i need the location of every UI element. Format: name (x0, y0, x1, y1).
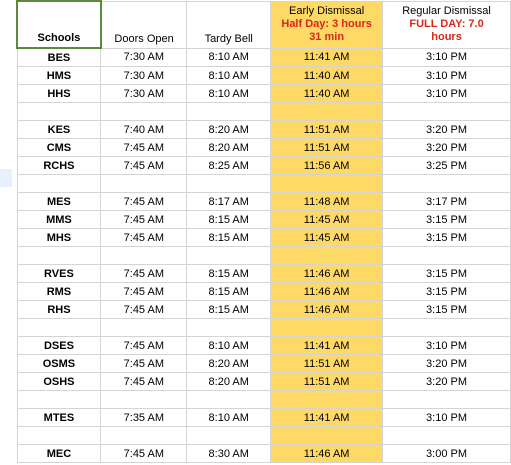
cell-doors[interactable]: 7:45 AM (101, 265, 187, 283)
cell-regular[interactable]: 3:10 PM (383, 409, 511, 427)
cell-tardy[interactable]: 8:15 AM (187, 301, 271, 319)
header-regular-hours: hours (431, 31, 462, 43)
cell-early[interactable]: 11:51 AM (271, 373, 383, 391)
cell-regular[interactable]: 3:15 PM (383, 211, 511, 229)
cell-school[interactable]: HHS (17, 85, 101, 103)
cell-doors[interactable] (101, 391, 187, 409)
header-doors-open[interactable] (101, 1, 187, 48)
cell-doors[interactable]: 7:30 AM (101, 48, 187, 67)
cell-doors[interactable]: 7:45 AM (101, 355, 187, 373)
header-schools[interactable] (17, 1, 101, 48)
cell-early[interactable] (271, 319, 383, 337)
table-row (17, 355, 511, 373)
cell-tardy[interactable]: 8:15 AM (187, 229, 271, 247)
cell-early[interactable]: 11:41 AM (271, 337, 383, 355)
cell-regular[interactable]: 3:15 PM (383, 265, 511, 283)
cell-doors[interactable]: 7:45 AM (101, 211, 187, 229)
cell-doors[interactable]: 7:45 AM (101, 445, 187, 463)
table-row (17, 337, 511, 355)
cell-school[interactable]: RHS (17, 301, 101, 319)
cell-school[interactable] (17, 427, 101, 445)
cell-doors[interactable]: 7:45 AM (101, 229, 187, 247)
blank-row (17, 391, 511, 409)
cell-doors[interactable]: 7:45 AM (101, 337, 187, 355)
cell-doors[interactable]: 7:45 AM (101, 283, 187, 301)
table-row (17, 67, 511, 85)
cell-school[interactable] (17, 103, 101, 121)
header-regular-full-day: FULL DAY: 7.0 (409, 18, 484, 30)
header-row (17, 1, 511, 48)
cell-early[interactable]: 11:51 AM (271, 121, 383, 139)
cell-doors[interactable]: 7:45 AM (101, 301, 187, 319)
cell-tardy[interactable]: 8:20 AM (187, 121, 271, 139)
blank-row (17, 103, 511, 121)
cell-school[interactable] (17, 247, 101, 265)
cell-school[interactable]: MHS (17, 229, 101, 247)
header-early-half-day: Half Day: 3 hours (281, 18, 372, 30)
cell-doors[interactable]: 7:30 AM (101, 67, 187, 85)
cell-tardy[interactable] (187, 103, 271, 121)
cell-early[interactable] (271, 175, 383, 193)
blank-row (17, 319, 511, 337)
cell-doors[interactable]: 7:45 AM (101, 373, 187, 391)
cell-regular[interactable]: 3:15 PM (383, 283, 511, 301)
cell-early[interactable]: 11:51 AM (271, 355, 383, 373)
cell-doors[interactable]: 7:45 AM (101, 139, 187, 157)
cell-doors[interactable]: 7:45 AM (101, 157, 187, 175)
cell-school[interactable]: RCHS (17, 157, 101, 175)
cell-tardy[interactable]: 8:10 AM (187, 48, 271, 67)
table-row (17, 373, 511, 391)
header-early-dismissal[interactable] (271, 1, 383, 48)
cell-early[interactable] (271, 247, 383, 265)
cell-regular[interactable]: 3:17 PM (383, 193, 511, 211)
cell-regular[interactable] (383, 427, 511, 445)
cell-regular[interactable] (383, 391, 511, 409)
table-row (17, 445, 511, 463)
row-gutter (0, 0, 16, 465)
cell-doors[interactable] (101, 175, 187, 193)
cell-early[interactable]: 11:46 AM (271, 283, 383, 301)
cell-school[interactable]: MTES (17, 409, 101, 427)
header-regular-title: Regular Dismissal (402, 5, 491, 17)
cell-regular[interactable]: 3:20 PM (383, 373, 511, 391)
cell-tardy[interactable]: 8:15 AM (187, 265, 271, 283)
selected-row-marker (0, 169, 12, 187)
cell-early[interactable]: 11:40 AM (271, 85, 383, 103)
table-row (17, 121, 511, 139)
table-row (17, 229, 511, 247)
table-row (17, 85, 511, 103)
cell-school[interactable]: RVES (17, 265, 101, 283)
cell-regular[interactable]: 3:00 PM (383, 445, 511, 463)
cell-regular[interactable]: 3:10 PM (383, 85, 511, 103)
cell-early[interactable]: 11:41 AM (271, 48, 383, 67)
table-row (17, 211, 511, 229)
cell-school[interactable]: MES (17, 193, 101, 211)
cell-tardy[interactable]: 8:10 AM (187, 67, 271, 85)
blank-row (17, 175, 511, 193)
cell-regular[interactable]: 3:10 PM (383, 67, 511, 85)
cell-early[interactable]: 11:51 AM (271, 139, 383, 157)
cell-early[interactable]: 11:45 AM (271, 229, 383, 247)
cell-school[interactable]: DSES (17, 337, 101, 355)
cell-doors[interactable]: 7:45 AM (101, 193, 187, 211)
cell-regular[interactable]: 3:10 PM (383, 48, 511, 67)
table-row (17, 193, 511, 211)
header-tardy-bell-label: Tardy Bell (204, 32, 253, 45)
header-early-minutes: 31 min (309, 31, 345, 43)
cell-regular[interactable]: 3:25 PM (383, 157, 511, 175)
cell-early[interactable]: 11:56 AM (271, 157, 383, 175)
cell-regular[interactable] (383, 247, 511, 265)
table-body (17, 48, 511, 463)
cell-tardy[interactable]: 8:10 AM (187, 85, 271, 103)
cell-tardy[interactable] (187, 175, 271, 193)
cell-tardy[interactable]: 8:20 AM (187, 355, 271, 373)
cell-early[interactable]: 11:48 AM (271, 193, 383, 211)
cell-tardy[interactable]: 8:10 AM (187, 409, 271, 427)
cell-tardy[interactable]: 8:20 AM (187, 373, 271, 391)
cell-regular[interactable]: 3:20 PM (383, 121, 511, 139)
cell-school[interactable]: MEC (17, 445, 101, 463)
cell-early[interactable]: 11:45 AM (271, 211, 383, 229)
cell-early[interactable] (271, 427, 383, 445)
cell-school[interactable] (17, 391, 101, 409)
cell-early[interactable]: 11:41 AM (271, 409, 383, 427)
cell-school[interactable]: HMS (17, 67, 101, 85)
header-tardy-bell[interactable] (187, 1, 271, 48)
cell-regular[interactable]: 3:20 PM (383, 139, 511, 157)
dismissal-schedule-table (16, 0, 511, 463)
cell-early[interactable] (271, 103, 383, 121)
cell-tardy[interactable]: 8:10 AM (187, 337, 271, 355)
cell-regular[interactable]: 3:15 PM (383, 301, 511, 319)
cell-school[interactable]: MMS (17, 211, 101, 229)
cell-regular[interactable] (383, 319, 511, 337)
table-row (17, 265, 511, 283)
cell-school[interactable] (17, 175, 101, 193)
cell-tardy[interactable]: 8:17 AM (187, 193, 271, 211)
blank-row (17, 247, 511, 265)
header-doors-open-label: Doors Open (114, 32, 174, 45)
cell-doors[interactable]: 7:40 AM (101, 121, 187, 139)
cell-tardy[interactable] (187, 391, 271, 409)
cell-school[interactable]: RMS (17, 283, 101, 301)
cell-tardy[interactable]: 8:30 AM (187, 445, 271, 463)
cell-early[interactable] (271, 391, 383, 409)
cell-doors[interactable]: 7:30 AM (101, 85, 187, 103)
cell-early[interactable]: 11:46 AM (271, 301, 383, 319)
cell-doors[interactable] (101, 103, 187, 121)
header-early-title: Early Dismissal (289, 5, 365, 17)
cell-tardy[interactable]: 8:20 AM (187, 139, 271, 157)
cell-school[interactable]: OSHS (17, 373, 101, 391)
cell-school[interactable]: CMS (17, 139, 101, 157)
table-row (17, 139, 511, 157)
cell-regular[interactable]: 3:10 PM (383, 337, 511, 355)
cell-tardy[interactable]: 8:15 AM (187, 283, 271, 301)
cell-tardy[interactable] (187, 319, 271, 337)
cell-tardy[interactable]: 8:15 AM (187, 211, 271, 229)
cell-early[interactable]: 11:46 AM (271, 445, 383, 463)
blank-row (17, 427, 511, 445)
table-row (17, 157, 511, 175)
cell-regular[interactable]: 3:15 PM (383, 229, 511, 247)
cell-regular[interactable] (383, 103, 511, 121)
cell-doors[interactable] (101, 427, 187, 445)
cell-school[interactable]: KES (17, 121, 101, 139)
cell-school[interactable]: BES (17, 48, 101, 67)
table-row (17, 301, 511, 319)
cell-school[interactable] (17, 319, 101, 337)
cell-tardy[interactable] (187, 427, 271, 445)
table-row (17, 409, 511, 427)
header-schools-label: Schools (37, 32, 81, 44)
cell-regular[interactable] (383, 175, 511, 193)
table-row (17, 283, 511, 301)
table-row (17, 48, 511, 67)
cell-doors[interactable] (101, 247, 187, 265)
cell-early[interactable]: 11:40 AM (271, 67, 383, 85)
cell-school[interactable]: OSMS (17, 355, 101, 373)
cell-early[interactable]: 11:46 AM (271, 265, 383, 283)
cell-regular[interactable]: 3:20 PM (383, 355, 511, 373)
cell-doors[interactable]: 7:35 AM (101, 409, 187, 427)
header-regular-dismissal[interactable] (383, 1, 511, 48)
cell-tardy[interactable] (187, 247, 271, 265)
cell-tardy[interactable]: 8:25 AM (187, 157, 271, 175)
cell-doors[interactable] (101, 319, 187, 337)
